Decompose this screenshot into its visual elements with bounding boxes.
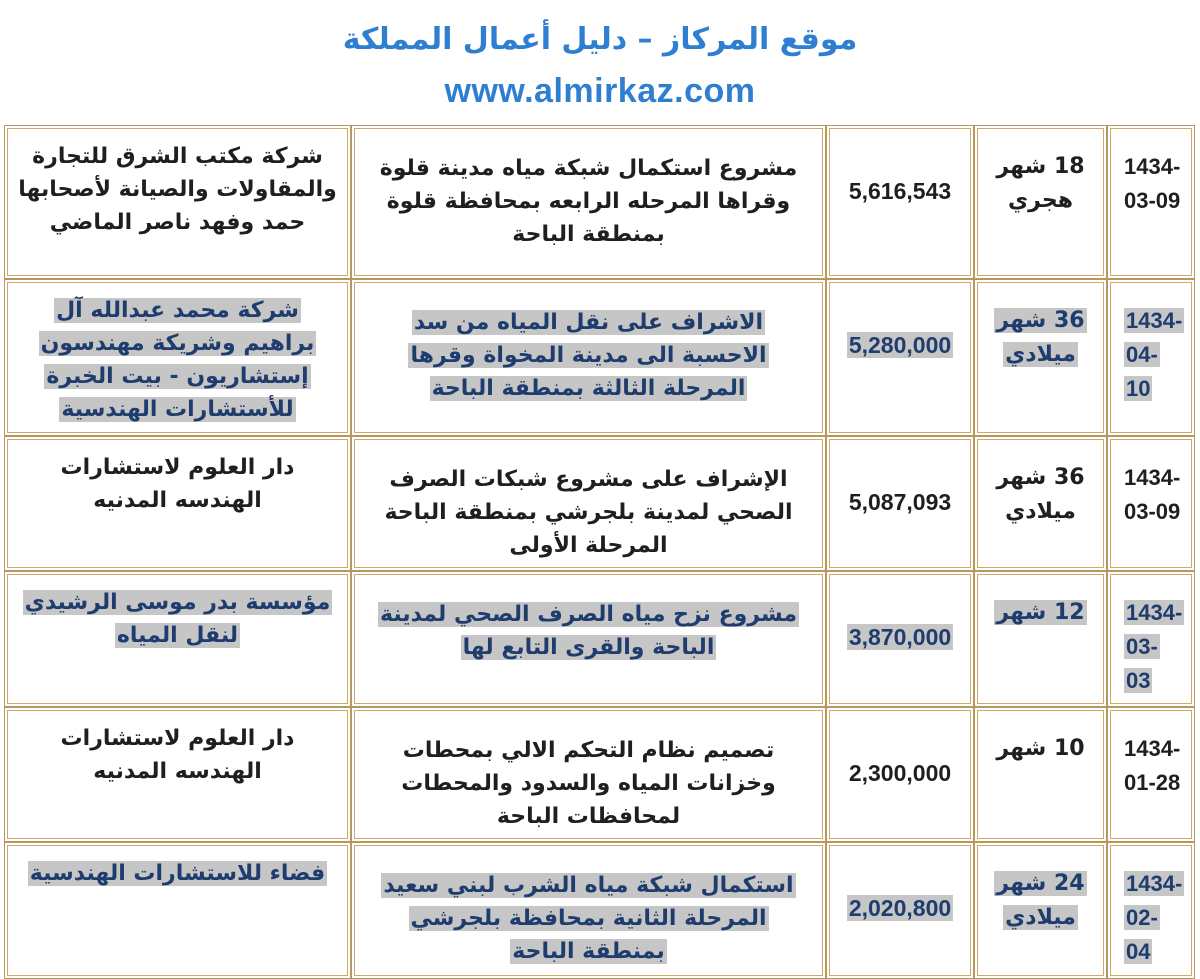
date-cell-text: 1434- 03-03 — [1126, 600, 1183, 694]
project-cell — [351, 279, 826, 436]
amount-cell-text: 3,870,000 — [848, 624, 952, 650]
company-cell — [4, 436, 351, 571]
date-cell-text: 1434- 02-04 — [1126, 871, 1183, 965]
date-cell-text: 1434- 04-10 — [1126, 308, 1183, 402]
duration-cell-text: 36 شهر ميلادي — [996, 465, 1085, 525]
amount-cell — [826, 707, 974, 842]
company-cell-text: دار العلوم لاستشارات الهندسه المدنيه — [60, 726, 295, 785]
amount-cell-text: 5,087,093 — [848, 489, 952, 515]
amount-cell — [826, 279, 974, 436]
company-cell — [4, 842, 351, 978]
date-cell — [1107, 707, 1195, 842]
site-url: www.almirkaz.com — [444, 72, 756, 110]
duration-cell — [974, 842, 1107, 978]
company-cell-text: شركة محمد عبدالله آل براهيم وشريكة مهندسون إستشاريون - بيت الخبرة للأستشارات الهندسية — [40, 298, 315, 422]
table-row — [4, 707, 1195, 842]
duration-cell — [974, 707, 1107, 842]
date-cell — [1107, 571, 1195, 707]
duration-cell — [974, 279, 1107, 436]
date-cell-text: 1434- 03-09 — [1124, 465, 1181, 525]
duration-cell — [974, 571, 1107, 707]
table-row — [4, 436, 1195, 571]
duration-cell — [974, 125, 1107, 279]
amount-cell — [826, 125, 974, 279]
project-cell-text: مشروع نزح مياه الصرف الصحي لمدينة الباحة والقرى التابع لها — [380, 602, 797, 660]
company-cell-text: شركة مكتب الشرق للتجارة والمقاولات والصيانة لأصحابها حمد وفهد ناصر الماضي — [18, 144, 337, 235]
amount-cell — [826, 571, 974, 707]
amount-cell-text: 5,616,543 — [848, 178, 952, 204]
date-cell — [1107, 436, 1195, 571]
duration-cell-text: 12 شهر — [996, 600, 1085, 625]
company-cell-text: مؤسسة بدر موسى الرشيدي لنقل المياه — [24, 590, 331, 648]
project-cell-text: الاشراف على نقل المياه من سد الاحسبة الى مدينة المخواة وقرها المرحلة الثالثة بمنطقة الباحة — [410, 310, 767, 401]
amount-cell — [826, 436, 974, 571]
duration-cell-text: 24 شهر ميلادي — [996, 871, 1085, 931]
page-header — [0, 0, 1200, 124]
projects-table-body — [4, 125, 1195, 979]
company-cell-text: فضاء للاستشارات الهندسية — [29, 861, 326, 887]
amount-cell-text: 5,280,000 — [848, 332, 952, 358]
table-row — [4, 125, 1195, 279]
project-cell-text: تصميم نظام التحكم الالي بمحطات وخزانات المياه والسدود والمحطات لمحافظات الباحة — [401, 738, 776, 830]
amount-cell — [826, 842, 974, 978]
project-cell — [351, 707, 826, 842]
duration-cell — [974, 436, 1107, 571]
duration-cell-text: 10 شهر — [996, 736, 1085, 762]
project-cell — [351, 842, 826, 978]
project-cell-text: استكمال شبكة مياه الشرب لبني سعيد المرحلة الثانية بمحافظة بلجرشي بمنطقة الباحة — [383, 873, 794, 965]
date-cell — [1107, 279, 1195, 436]
project-cell — [351, 571, 826, 707]
date-cell — [1107, 842, 1195, 978]
table-row — [4, 571, 1195, 707]
date-cell — [1107, 125, 1195, 279]
company-cell — [4, 125, 351, 279]
date-cell-text: 1434- 03-09 — [1124, 154, 1181, 214]
duration-cell-text: 18 شهر هجري — [996, 154, 1085, 214]
project-cell-text: الإشراف على مشروع شبكات الصرف الصحي لمدينة بلجرشي بمنطقة الباحة المرحلة الأولى — [384, 467, 793, 558]
date-cell-text: 1434- 01-28 — [1124, 736, 1181, 796]
amount-cell-text: 2,300,000 — [848, 760, 952, 787]
table-row — [4, 842, 1195, 978]
table-row — [4, 279, 1195, 436]
site-title: موقع المركاز – دليل أعمال المملكة — [342, 22, 858, 57]
duration-cell-text: 36 شهر ميلادي — [996, 308, 1085, 368]
company-cell-text: دار العلوم لاستشارات الهندسه المدنيه — [60, 455, 295, 513]
project-cell-text: مشروع استكمال شبكة مياه مدينة قلوة وقراها المرحله الرابعه بمحافظة قلوة بمنطقة الباحة — [379, 156, 798, 247]
project-cell — [351, 125, 826, 279]
projects-table — [4, 125, 1195, 979]
company-cell — [4, 707, 351, 842]
company-cell — [4, 571, 351, 707]
amount-cell-text: 2,020,800 — [848, 895, 952, 922]
company-cell — [4, 279, 351, 436]
project-cell — [351, 436, 826, 571]
